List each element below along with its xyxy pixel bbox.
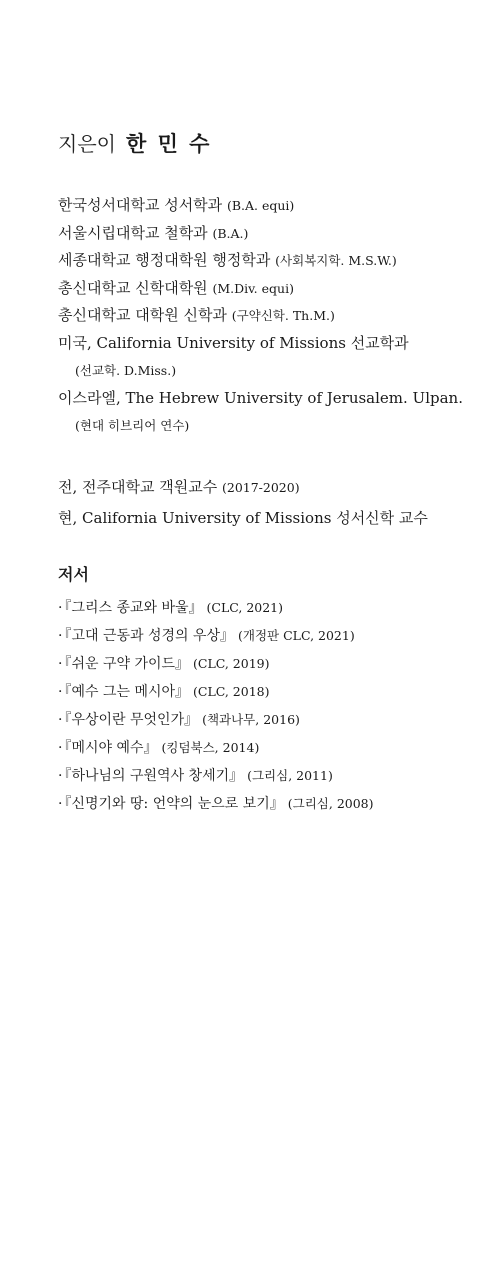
author-name: 한 민 수 <box>125 132 212 156</box>
book-publisher: (그리심, 2011) <box>243 768 333 783</box>
education-item <box>58 385 478 413</box>
bullet-icon: · <box>58 796 63 812</box>
education-text: 총신대학교 대학원 신학과 <box>58 306 232 324</box>
book-title: 『메시야 예수』 <box>64 740 158 756</box>
book-item <box>58 762 374 790</box>
bullet-icon: · <box>58 600 63 616</box>
education-text: 이스라엘, The Hebrew University of Jerusalem. Ulpan. <box>58 388 463 407</box>
education-list <box>58 192 478 440</box>
education-text: 미국, California University of Missions 선교학과 <box>58 333 409 352</box>
bullet-icon: · <box>58 656 63 672</box>
book-item <box>58 706 374 734</box>
author-heading <box>58 128 211 158</box>
career-text: 전, 전주대학교 객원교수 <box>58 478 222 496</box>
education-note: (B.A. equi) <box>226 198 295 213</box>
education-item <box>58 247 478 275</box>
book-title: 『신명기와 땅: 언약의 눈으로 보기』 <box>64 796 284 812</box>
book-item <box>58 734 374 762</box>
book-publisher: (책과나무, 2016) <box>198 712 300 727</box>
books-list <box>58 594 374 818</box>
book-title: 『쉬운 구약 가이드』 <box>64 656 190 672</box>
book-publisher: (CLC, 2021) <box>202 600 284 615</box>
education-text: 총신대학교 신학대학원 <box>58 278 213 297</box>
book-item <box>58 594 374 622</box>
career-years: (2017-2020) <box>221 480 300 495</box>
book-title: 『그리스 종교와 바울』 <box>64 600 203 616</box>
book-publisher: (CLC, 2019) <box>189 656 270 671</box>
book-item <box>58 678 374 706</box>
education-note: (사회복지학. M.S.W.) <box>275 253 397 268</box>
book-title: 『하나님의 구원역사 창세기』 <box>64 768 244 784</box>
education-item <box>58 192 478 220</box>
books-section-title: 저서 <box>58 565 89 584</box>
education-item-continuation: (선교학. D.Miss.) <box>75 363 177 378</box>
book-publisher: (그리심, 2008) <box>283 796 374 811</box>
bullet-icon: · <box>58 740 63 756</box>
author-prefix: 지은이 <box>58 132 116 156</box>
career-list <box>58 472 428 533</box>
career-text: 현, California University of Missions 성서신학 교수 <box>58 509 428 527</box>
education-text: 세종대학교 행정대학원 행정학과 <box>58 251 276 269</box>
book-item <box>58 650 374 678</box>
book-item <box>58 622 374 650</box>
education-text: 한국성서대학교 성서학과 <box>58 196 227 214</box>
education-text: 서울시립대학교 철학과 <box>58 223 213 242</box>
bullet-icon: · <box>58 768 63 784</box>
education-item-continuation: (현대 히브리어 연수) <box>75 418 190 433</box>
bullet-icon: · <box>58 628 63 644</box>
bullet-icon: · <box>58 712 63 728</box>
book-title: 『우상이란 무엇인가』 <box>64 712 199 728</box>
education-item <box>58 302 478 330</box>
career-item <box>58 503 428 533</box>
book-publisher: (개정판 CLC, 2021) <box>234 628 355 643</box>
education-item <box>58 220 478 248</box>
bullet-icon: · <box>58 684 63 700</box>
education-note: (B.A.) <box>212 225 249 241</box>
education-item <box>58 330 478 358</box>
book-publisher: (킹덤북스, 2014) <box>157 740 260 755</box>
book-item <box>58 790 374 818</box>
book-publisher: (CLC, 2018) <box>189 684 270 699</box>
education-item <box>58 275 478 303</box>
education-note: (구약신학. Th.M.) <box>231 308 335 323</box>
career-item <box>58 472 428 503</box>
education-note: (M.Div. equi) <box>212 280 294 296</box>
book-title: 『예수 그는 메시아』 <box>64 684 190 700</box>
book-title: 『고대 근동과 성경의 우상』 <box>64 628 235 644</box>
